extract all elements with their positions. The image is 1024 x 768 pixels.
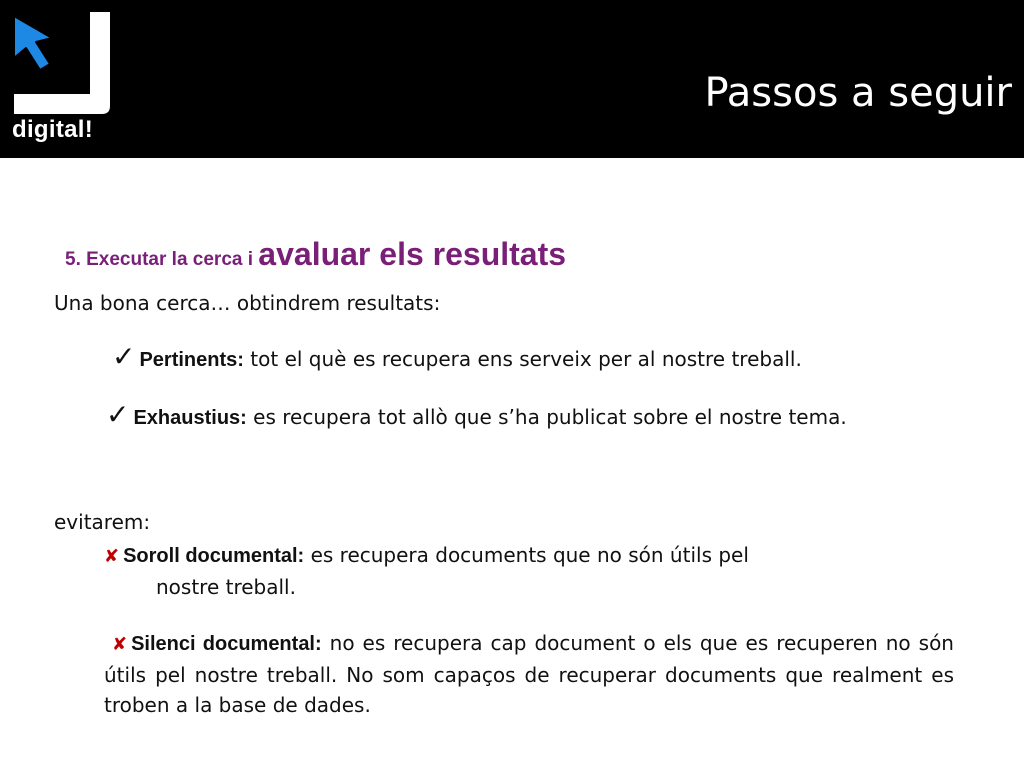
list-item-pertinents: [112, 342, 972, 375]
term-label: Soroll documental:: [123, 545, 305, 567]
term-description-continued: nostre treball.: [156, 575, 296, 599]
term-description: es recupera documents que no són útils pel: [304, 543, 749, 567]
term-description: es recupera tot allò que s’ha publicat sobre el nostre tema.: [246, 405, 847, 429]
header-band: [0, 0, 1024, 158]
intro-text: Una bona cerca… obtindrem resultats:: [54, 291, 441, 315]
cross-icon: ✘: [112, 634, 128, 655]
section-heading-emphasis: avaluar els resultats: [258, 236, 567, 272]
avoid-label: evitarem:: [54, 510, 151, 534]
term-description: tot el què es recupera ens serveix per al nostre treball.: [243, 347, 802, 371]
term-label: Exhaustius:: [133, 407, 247, 429]
section-heading: [65, 236, 566, 273]
check-icon: ✓: [106, 398, 130, 431]
list-item-soroll: [104, 540, 964, 602]
section-heading-prefix: 5. Executar la cerca i: [65, 249, 259, 270]
list-item-silenci: [104, 628, 954, 720]
term-label: Pertinents:: [139, 349, 244, 371]
cross-icon: ✘: [104, 546, 120, 567]
term-description: no es recupera cap document o els que es recuperen no són útils pel nostre treball. No som capaços de recuperar documents que realment es troben a la base de dades.: [104, 631, 954, 717]
check-icon: ✓: [112, 340, 136, 373]
list-item-exhaustius: [106, 400, 956, 433]
term-label: Silenci documental:: [131, 633, 322, 655]
logo-text: digital!: [12, 116, 94, 143]
slide-title: Passos a seguir: [704, 70, 1012, 116]
